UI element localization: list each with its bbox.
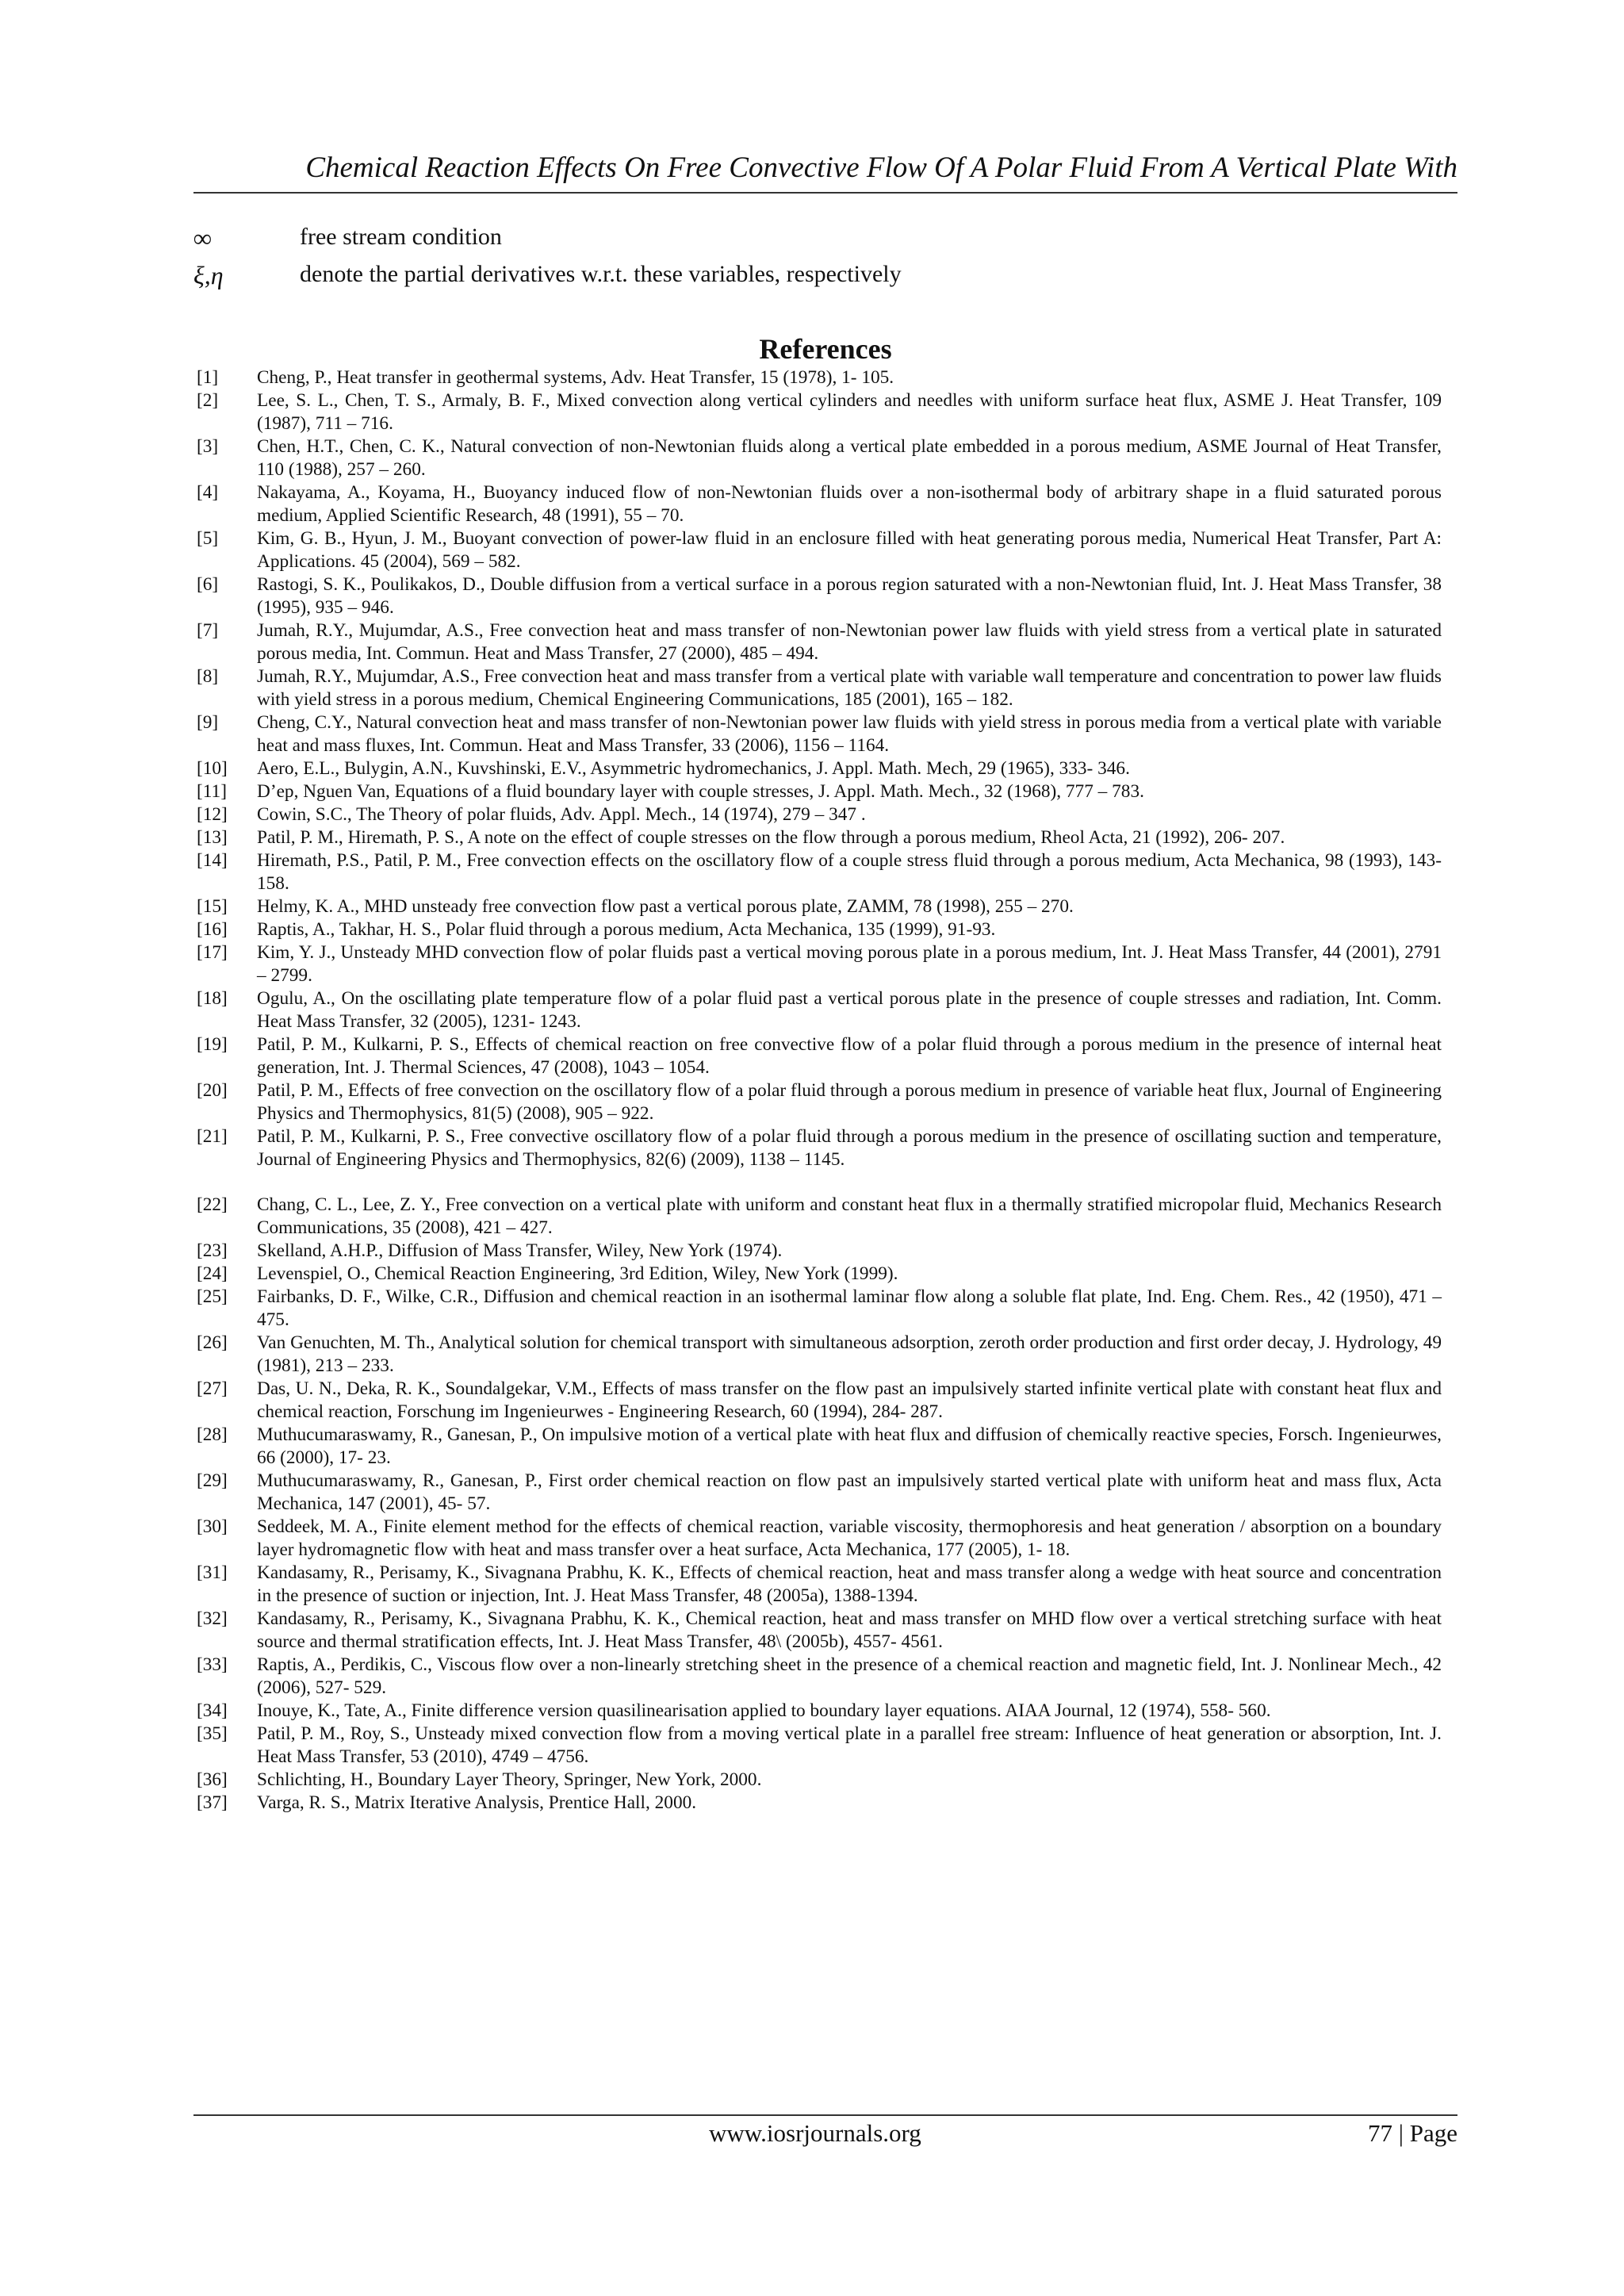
reference-item (197, 1516, 1442, 1562)
reference-item (197, 1700, 1442, 1723)
reference-text: Kandasamy, R., Perisamy, K., Sivagnana Prabhu, K. K., Effects of chemical reaction, heat and mass transfer along a wedge with heat source and concentration in the presence of suction or injection, Int. J. Heat Mass Transfer, 48 (2005a), 1388-1394. (257, 1562, 1442, 1606)
references-heading: References (759, 333, 892, 365)
reference-text: Kim, Y. J., Unsteady MHD convection flow of polar fluids past a vertical moving porous plate in a porous medium, Int. J. Heat Mass Transfer, 44 (2001), 2791 – 2799. (257, 942, 1442, 986)
reference-text: Schlichting, H., Boundary Layer Theory, Springer, New York, 2000. (257, 1769, 762, 1790)
reference-number: [12] (197, 804, 228, 825)
reference-item (197, 711, 1442, 757)
header-divider (193, 192, 1457, 194)
reference-item (197, 1125, 1442, 1171)
reference-number: [23] (197, 1240, 228, 1261)
reference-item (197, 1263, 1442, 1286)
reference-text: Aero, E.L., Bulygin, A.N., Kuvshinski, E.V., Asymmetric hydromechanics, J. Appl. Math. Mech, 29 (1965), 333- 346. (257, 758, 1130, 779)
reference-number: [21] (197, 1126, 228, 1147)
reference-text: Fairbanks, D. F., Wilke, C.R., Diffusion and chemical reaction in an isothermal laminar flow along a soluble flat plate, Ind. Eng. Chem. Res., 42 (1950), 471 – 475. (257, 1286, 1442, 1330)
reference-item (197, 1240, 1442, 1263)
running-header: Chemical Reaction Effects On Free Convective Flow Of A Polar Fluid From A Vertical Plate With (305, 151, 1457, 184)
reference-number: [22] (197, 1194, 228, 1215)
reference-item (197, 366, 1442, 389)
reference-number: [31] (197, 1562, 228, 1583)
reference-text: Inouye, K., Tate, A., Finite difference version quasilinearisation applied to boundary layer equations. AIAA Journal, 12 (1974), 558- 560. (257, 1700, 1271, 1721)
references-list (197, 366, 1442, 1815)
reference-item (197, 573, 1442, 619)
reference-number: [29] (197, 1470, 228, 1491)
reference-number: [27] (197, 1378, 228, 1399)
reference-number: [33] (197, 1654, 228, 1675)
reference-number: [25] (197, 1286, 228, 1307)
reference-item (197, 1769, 1442, 1792)
reference-text: Raptis, A., Takhar, H. S., Polar fluid through a porous medium, Acta Mechanica, 135 (1999), 91-93. (257, 919, 996, 940)
reference-item (197, 780, 1442, 803)
reference-number: [16] (197, 919, 228, 940)
reference-number: [35] (197, 1723, 228, 1744)
reference-number: [5] (197, 528, 219, 549)
reference-item (197, 1378, 1442, 1424)
reference-text: Lee, S. L., Chen, T. S., Armaly, B. F., Mixed convection along vertical cylinders and needles with uniform surface heat flux, ASME J. Heat Transfer, 109 (1987), 711 – 716. (257, 390, 1442, 434)
reference-item (197, 619, 1442, 665)
reference-item (197, 1792, 1442, 1815)
reference-number: [14] (197, 850, 228, 871)
reference-text: D’ep, Nguen Van, Equations of a fluid boundary layer with couple stresses, J. Appl. Math. Mech., 32 (1968), 777 – 783. (257, 781, 1144, 802)
footer-page-number: 77 | Page (1368, 2119, 1457, 2147)
reference-number: [1] (197, 367, 219, 388)
reference-item (197, 1562, 1442, 1608)
reference-item (197, 481, 1442, 527)
reference-text: Muthucumaraswamy, R., Ganesan, P., First order chemical reaction on flow past an impulsively started vertical plate with uniform heat and mass flux, Acta Mechanica, 147 (2001), 45- 57. (257, 1470, 1442, 1514)
reference-text: Levenspiel, O., Chemical Reaction Engineering, 3rd Edition, Wiley, New York (1999). (257, 1263, 898, 1284)
reference-item (197, 1332, 1442, 1378)
reference-text: Varga, R. S., Matrix Iterative Analysis, Prentice Hall, 2000. (257, 1792, 697, 1813)
reference-text: Rastogi, S. K., Poulikakos, D., Double diffusion from a vertical surface in a porous region saturated with a non-Newtonian fluid, Int. J. Heat Mass Transfer, 38 (1995), 935 – 946. (257, 574, 1442, 618)
reference-number: [30] (197, 1516, 228, 1537)
reference-item (197, 803, 1442, 826)
reference-number: [11] (197, 781, 227, 802)
reference-text: Jumah, R.Y., Mujumdar, A.S., Free convection heat and mass transfer of non-Newtonian power law fluids with yield stress from a vertical plate in saturated porous media, Int. Commun. Heat and Mass Transfer, 27 (2000), 485 – 494. (257, 620, 1442, 664)
reference-text: Das, U. N., Deka, R. K., Soundalgekar, V.M., Effects of mass transfer on the flow past an impulsively started infinite vertical plate with constant heat flux and chemical reaction, Forschung im Ingenieurwes - Engineering Research, 60 (1994), 284- 287. (257, 1378, 1442, 1422)
reference-text: Raptis, A., Perdikis, C., Viscous flow over a non-linearly stretching sheet in the presence of a chemical reaction and magnetic field, Int. J. Nonlinear Mech., 42 (2006), 527- 529. (257, 1654, 1442, 1698)
reference-item (197, 1079, 1442, 1125)
reference-text: Van Genuchten, M. Th., Analytical solution for chemical transport with simultaneous adsorption, zeroth order production and first order decay, J. Hydrology, 49 (1981), 213 – 233. (257, 1332, 1442, 1376)
reference-text: Ogulu, A., On the oscillating plate temperature flow of a polar fluid past a vertical porous plate in the presence of couple stresses and radiation, Int. Comm. Heat Mass Transfer, 32 (2005), 1231- 1243. (257, 988, 1442, 1032)
reference-number: [32] (197, 1608, 228, 1629)
reference-number: [7] (197, 620, 219, 641)
reference-number: [26] (197, 1332, 228, 1353)
reference-text: Hiremath, P.S., Patil, P. M., Free convection effects on the oscillatory flow of a couple stress fluid through a porous medium, Acta Mechanica, 98 (1993), 143- 158. (257, 850, 1442, 894)
reference-number: [24] (197, 1263, 228, 1284)
reference-item (197, 849, 1442, 895)
reference-text: Kim, G. B., Hyun, J. M., Buoyant convection of power-law fluid in an enclosure filled with heat generating porous media, Numerical Heat Transfer, Part A: Applications. 45 (2004), 569 – 582. (257, 528, 1442, 572)
reference-text: Nakayama, A., Koyama, H., Buoyancy induced flow of non-Newtonian fluids over a non-isothermal body of arbitrary shape in a fluid saturated porous medium, Applied Scientific Research, 48 (1991), 55 – 70. (257, 482, 1442, 526)
reference-item (197, 1033, 1442, 1079)
reference-text: Helmy, K. A., MHD unsteady free convection flow past a vertical porous plate, ZAMM, 78 (1998), 255 – 270. (257, 896, 1074, 917)
reference-text: Cheng, P., Heat transfer in geothermal systems, Adv. Heat Transfer, 15 (1978), 1- 105. (257, 367, 894, 388)
reference-item (197, 918, 1442, 941)
reference-number: [3] (197, 436, 219, 457)
reference-text: Cheng, C.Y., Natural convection heat and mass transfer of non-Newtonian power law fluids with yield stress in porous media from a vertical plate with variable heat and mass fluxes, Int. Commun. Heat and Mass Transfer, 33 (2006), 1156 – 1164. (257, 712, 1442, 756)
reference-item (197, 941, 1442, 987)
reference-item (197, 527, 1442, 573)
reference-item (197, 389, 1442, 435)
reference-text: Patil, P. M., Roy, S., Unsteady mixed convection flow from a moving vertical plate in a parallel free stream: Influence of heat generation or absorption, Int. J. Heat Mass Transfer, 53 (2010), 4749 – 4756. (257, 1723, 1442, 1767)
reference-item (197, 826, 1442, 849)
reference-item (197, 895, 1442, 918)
reference-item (197, 1286, 1442, 1332)
reference-number: [28] (197, 1424, 228, 1445)
reference-number: [2] (197, 390, 219, 411)
reference-text: Patil, P. M., Hiremath, P. S., A note on the effect of couple stresses on the flow through a porous medium, Rheol Acta, 21 (1992), 206- 207. (257, 827, 1285, 848)
reference-text: Muthucumaraswamy, R., Ganesan, P., On impulsive motion of a vertical plate with heat flux and diffusion of chemically reactive species, Forsch. Ingenieurwes, 66 (2000), 17- 23. (257, 1424, 1442, 1468)
nomenclature-symbol: ∞ (193, 224, 212, 252)
reference-text: Patil, P. M., Kulkarni, P. S., Effects of chemical reaction on free convective flow of a polar fluid through a porous medium in the presence of internal heat generation, Int. J. Thermal Sciences, 47 (2008), 1043 – 1054. (257, 1034, 1442, 1078)
reference-number: [10] (197, 758, 228, 779)
nomenclature-symbol: ξ,η (193, 261, 224, 289)
reference-item (197, 1723, 1442, 1769)
reference-item (197, 757, 1442, 780)
reference-number: [8] (197, 666, 219, 687)
reference-item (197, 1654, 1442, 1700)
nomenclature-description: denote the partial derivatives w.r.t. these variables, respectively (300, 261, 902, 287)
reference-number: [20] (197, 1080, 228, 1101)
reference-item (197, 1194, 1442, 1240)
reference-number: [13] (197, 827, 228, 848)
reference-number: [4] (197, 482, 219, 503)
reference-number: [19] (197, 1034, 228, 1055)
reference-item (197, 435, 1442, 481)
reference-text: Patil, P. M., Effects of free convection on the oscillatory flow of a polar fluid through a porous medium in presence of variable heat flux, Journal of Engineering Physics and Thermophysics, 81(5) (2008), 905 – 922. (257, 1080, 1442, 1124)
reference-text: Chang, C. L., Lee, Z. Y., Free convection on a vertical plate with uniform and constant heat flux in a thermally stratified micropolar fluid, Mechanics Research Communications, 35 (2008), 421 – 427. (257, 1194, 1442, 1238)
reference-number: [18] (197, 988, 228, 1009)
reference-text: Skelland, A.H.P., Diffusion of Mass Transfer, Wiley, New York (1974). (257, 1240, 783, 1261)
reference-text: Chen, H.T., Chen, C. K., Natural convection of non-Newtonian fluids along a vertical plate embedded in a porous medium, ASME Journal of Heat Transfer, 110 (1988), 257 – 260. (257, 436, 1442, 480)
reference-number: [15] (197, 896, 228, 917)
reference-text: Jumah, R.Y., Mujumdar, A.S., Free convection heat and mass transfer from a vertical plate with variable wall temperature and concentration to power law fluids with yield stress in a porous medium, Chemical Engineering Communications, 185 (2001), 165 – 182. (257, 666, 1442, 710)
reference-item (197, 987, 1442, 1033)
reference-item (197, 1608, 1442, 1654)
reference-number: [6] (197, 574, 219, 595)
nomenclature-description: free stream condition (300, 224, 502, 250)
reference-number: [17] (197, 942, 228, 963)
reference-number: [34] (197, 1700, 228, 1721)
reference-number: [37] (197, 1792, 228, 1813)
reference-item (197, 665, 1442, 711)
reference-text: Kandasamy, R., Perisamy, K., Sivagnana Prabhu, K. K., Chemical reaction, heat and mass transfer on MHD flow over a vertical stretching surface with heat source and thermal stratification effects, Int. J. Heat Mass Transfer, 48\ (2005b), 4557- 4561. (257, 1608, 1442, 1652)
reference-text: Cowin, S.C., The Theory of polar fluids, Adv. Appl. Mech., 14 (1974), 279 – 347 . (257, 804, 866, 825)
reference-number: [36] (197, 1769, 228, 1790)
reference-number: [9] (197, 712, 219, 733)
reference-text: Patil, P. M., Kulkarni, P. S., Free convective oscillatory flow of a polar fluid through a porous medium in the presence of oscillating suction and temperature, Journal of Engineering Physics and Thermophysics, 82(6) (2009), 1138 – 1145. (257, 1126, 1442, 1170)
reference-text: Seddeek, M. A., Finite element method for the effects of chemical reaction, variable viscosity, thermophoresis and heat generation / absorption on a boundary layer hydromagnetic flow with heat and mass transfer over a heat surface, Acta Mechanica, 177 (2005), 1- 18. (257, 1516, 1442, 1560)
footer-divider (193, 2114, 1457, 2116)
reference-item (197, 1470, 1442, 1516)
reference-item (197, 1424, 1442, 1470)
footer-website: www.iosrjournals.org (709, 2119, 921, 2147)
